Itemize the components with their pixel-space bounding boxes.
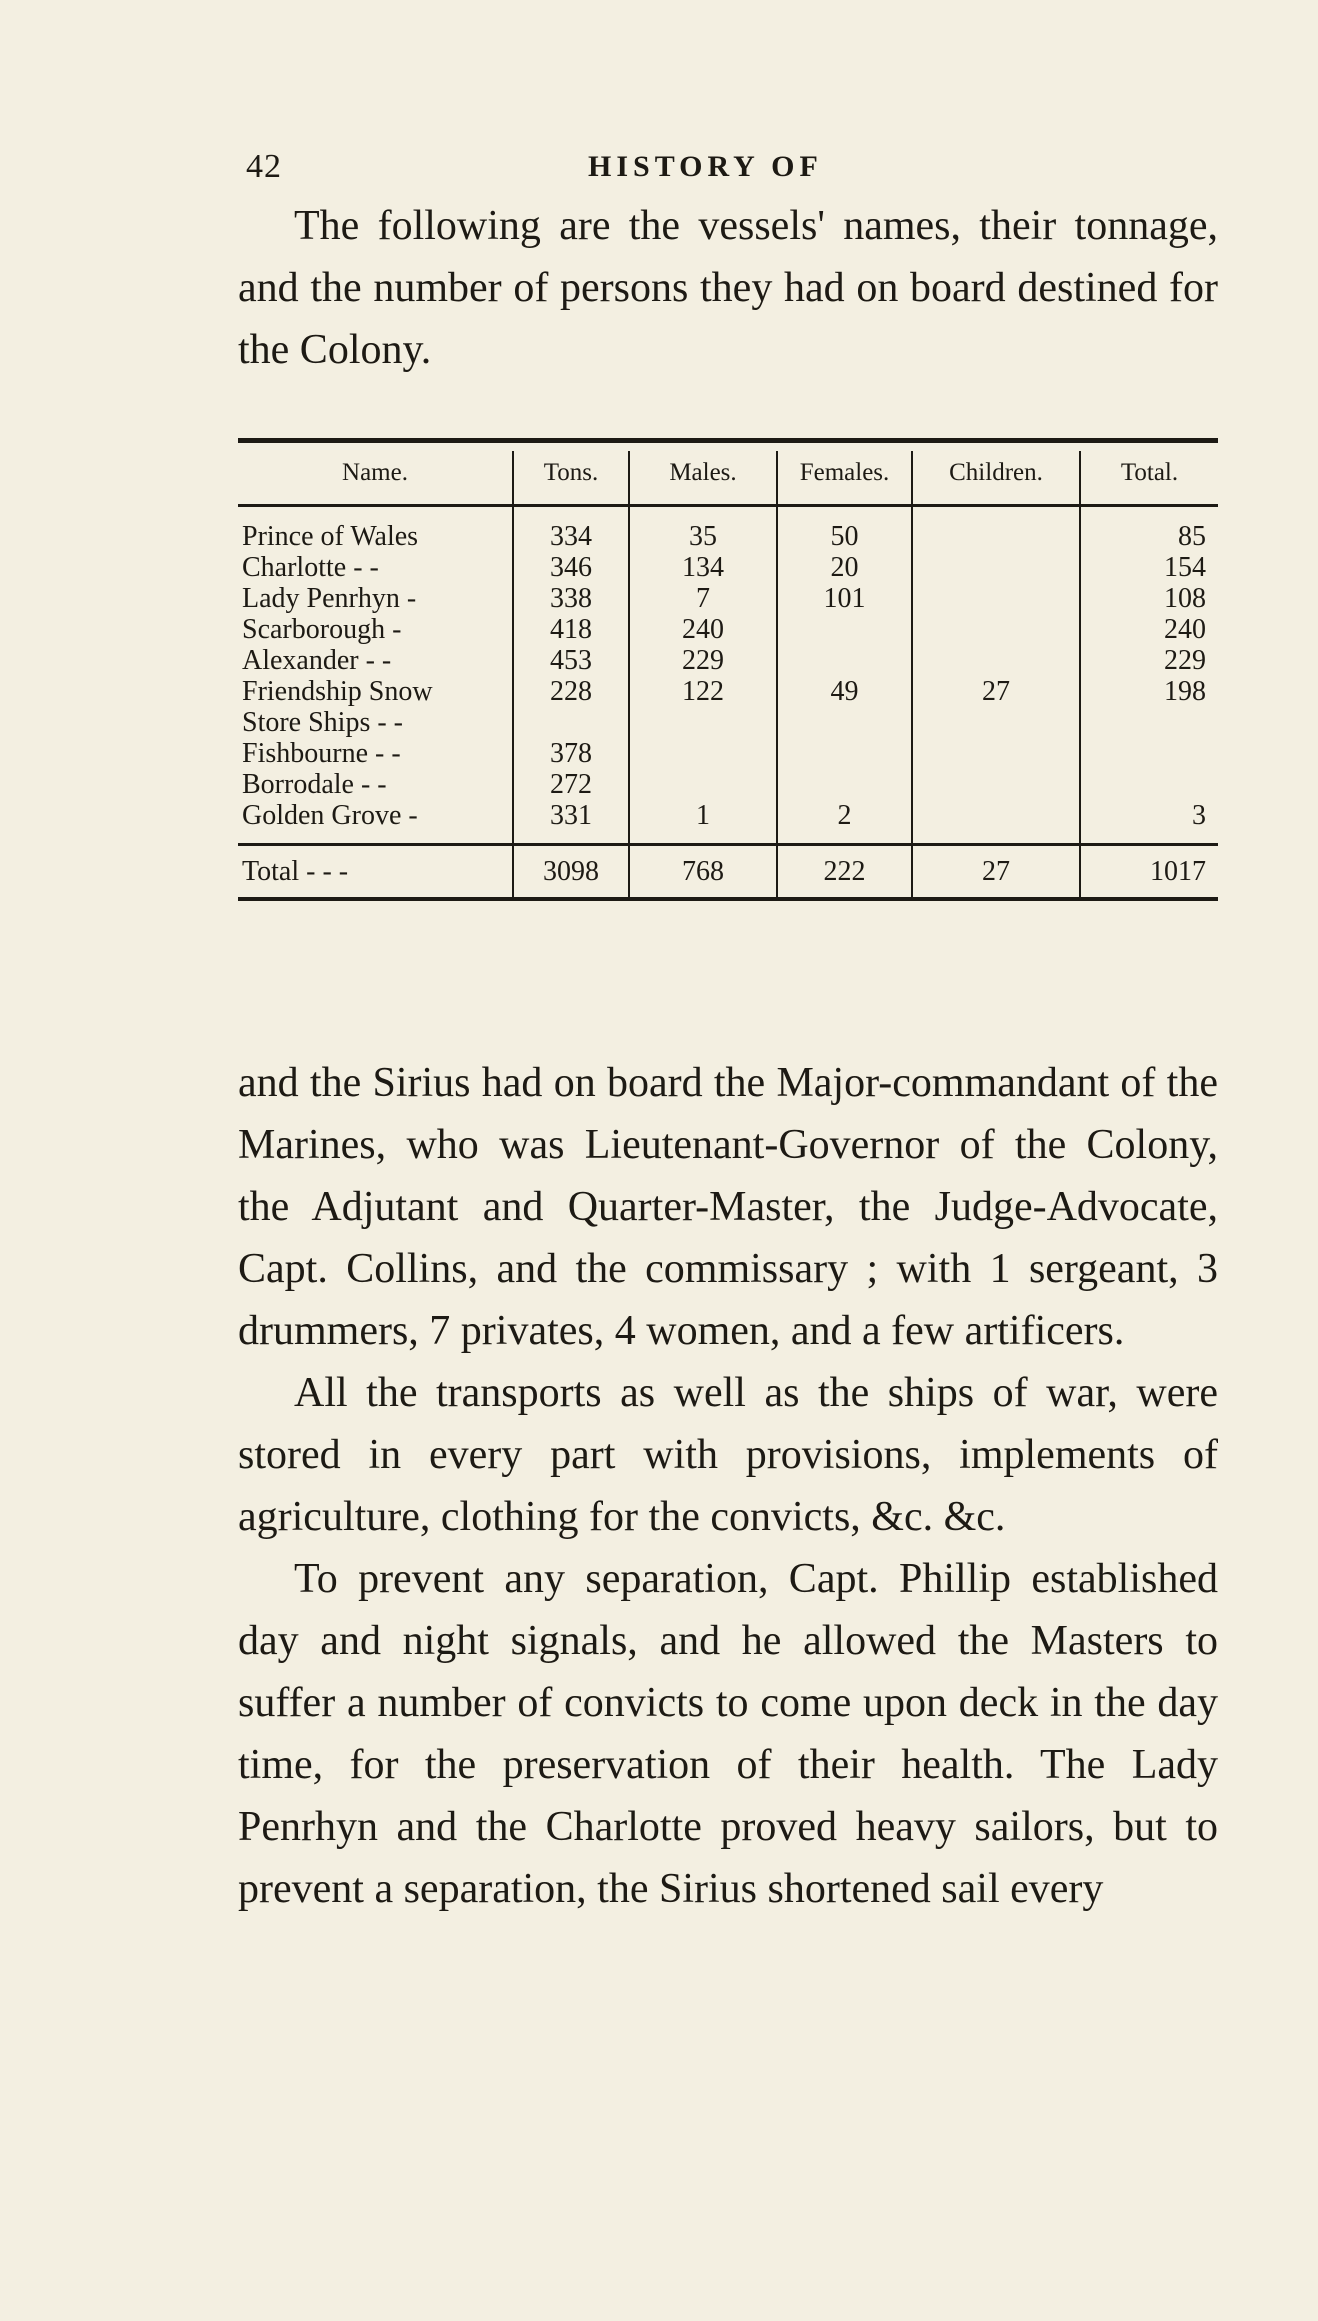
- column-header-name: Name.: [238, 451, 513, 506]
- cell-males: 240: [629, 614, 777, 645]
- paragraph-sirius: and the Sirius had on board the Major-commandant of the Marines, who was Lieutenant-Governor of the Colony, the Adjutant and Quarter-Master, the Judge-Advocate, Capt. Collins, and the commissary ; with 1 sergeant, 3 drummers, 7 privates, 4 women, and a few artificers.: [238, 1060, 1218, 1354]
- cell-females: [777, 769, 912, 800]
- cell-males: 229: [629, 645, 777, 676]
- cell-females: [777, 614, 912, 645]
- cell-children: 27: [912, 676, 1080, 707]
- cell-tons: 228: [513, 676, 629, 707]
- cell-tons: 331: [513, 800, 629, 845]
- total-cell-males: 768: [629, 845, 777, 900]
- vessels-table: [238, 451, 1218, 901]
- cell-males: [629, 769, 777, 800]
- table-row: [238, 738, 1218, 769]
- table-row: [238, 676, 1218, 707]
- total-cell-females: 222: [777, 845, 912, 900]
- table-row: [238, 614, 1218, 645]
- column-header-females: Females.: [777, 451, 912, 506]
- vessels-table-container: [238, 438, 1218, 901]
- table-row: [238, 769, 1218, 800]
- cell-children: [912, 738, 1080, 769]
- cell-females: 49: [777, 676, 912, 707]
- cell-females: 2: [777, 800, 912, 845]
- cell-total: 85: [1080, 506, 1218, 553]
- table-row: [238, 800, 1218, 845]
- table-total-row: [238, 845, 1218, 900]
- column-header-tons: Tons.: [513, 451, 629, 506]
- total-cell-name: Total - - -: [238, 845, 513, 900]
- cell-females: [777, 738, 912, 769]
- paragraph-transports: All the transports as well as the ships of war, were stored in every part with provisions, implements of agriculture, clothing for the convicts, &c. &c.: [238, 1370, 1218, 1540]
- cell-name: Golden Grove -: [242, 800, 418, 831]
- cell-name: Prince of Wales: [242, 521, 419, 552]
- table-row: [238, 583, 1218, 614]
- cell-males: 122: [629, 676, 777, 707]
- column-header-total: Total.: [1080, 451, 1218, 506]
- cell-total: 154: [1080, 552, 1218, 583]
- cell-children: [912, 800, 1080, 845]
- cell-tons: 272: [513, 769, 629, 800]
- cell-children: [912, 506, 1080, 553]
- table-row: [238, 506, 1218, 553]
- cell-males: 7: [629, 583, 777, 614]
- cell-name: Charlotte - -: [242, 552, 379, 583]
- cell-males: 1: [629, 800, 777, 845]
- cell-total: 229: [1080, 645, 1218, 676]
- cell-children: [912, 769, 1080, 800]
- cell-name: Store Ships - -: [242, 707, 403, 738]
- cell-name: Lady Penrhyn -: [242, 583, 417, 614]
- cell-name: Scarborough -: [242, 614, 402, 645]
- paragraph-signals: To prevent any separation, Capt. Phillip established day and night signals, and he allowed the Masters to suffer a number of convicts to come upon deck in the day time, for the preservation of their health. The Lady Penrhyn and the Charlotte proved heavy sailors, but to prevent a separation, the Sirius shortened sail every: [238, 1556, 1218, 1912]
- column-header-males: Males.: [629, 451, 777, 506]
- page-header: [238, 148, 1218, 198]
- cell-females: 20: [777, 552, 912, 583]
- intro-section: [238, 195, 1218, 381]
- cell-males: [629, 707, 777, 738]
- table-row: [238, 645, 1218, 676]
- cell-females: 50: [777, 506, 912, 553]
- cell-females: [777, 645, 912, 676]
- intro-paragraph: The following are the vessels' names, their tonnage, and the number of persons they had on board destined for the Colony.: [238, 203, 1218, 373]
- cell-children: [912, 552, 1080, 583]
- cell-males: [629, 738, 777, 769]
- cell-total: [1080, 769, 1218, 800]
- cell-total: 3: [1080, 800, 1218, 845]
- cell-total: [1080, 738, 1218, 769]
- cell-males: 134: [629, 552, 777, 583]
- cell-tons: 378: [513, 738, 629, 769]
- page-number: 42: [246, 148, 282, 185]
- total-cell-tons: 3098: [513, 845, 629, 900]
- total-cell-children: 27: [912, 845, 1080, 900]
- cell-total: 240: [1080, 614, 1218, 645]
- cell-tons: [513, 707, 629, 738]
- cell-name: Friendship Snow: [242, 676, 433, 707]
- cell-children: [912, 614, 1080, 645]
- body-section: [238, 1052, 1218, 1920]
- cell-tons: 334: [513, 506, 629, 553]
- cell-name: Fishbourne - -: [242, 738, 401, 769]
- cell-tons: 338: [513, 583, 629, 614]
- cell-total: 198: [1080, 676, 1218, 707]
- cell-tons: 453: [513, 645, 629, 676]
- column-header-children: Children.: [912, 451, 1080, 506]
- cell-name: Borrodale - -: [242, 769, 387, 800]
- cell-males: 35: [629, 506, 777, 553]
- cell-children: [912, 645, 1080, 676]
- table-top-rule: [238, 438, 1218, 443]
- cell-females: 101: [777, 583, 912, 614]
- cell-females: [777, 707, 912, 738]
- cell-total: [1080, 707, 1218, 738]
- cell-children: [912, 707, 1080, 738]
- table-body: [238, 506, 1218, 900]
- table-row: [238, 707, 1218, 738]
- total-cell-total: 1017: [1080, 845, 1218, 900]
- cell-total: 108: [1080, 583, 1218, 614]
- cell-tons: 346: [513, 552, 629, 583]
- running-title: HISTORY OF: [588, 150, 823, 183]
- table-header-row: [238, 451, 1218, 506]
- table-row: [238, 552, 1218, 583]
- cell-children: [912, 583, 1080, 614]
- cell-tons: 418: [513, 614, 629, 645]
- cell-name: Alexander - -: [242, 645, 392, 676]
